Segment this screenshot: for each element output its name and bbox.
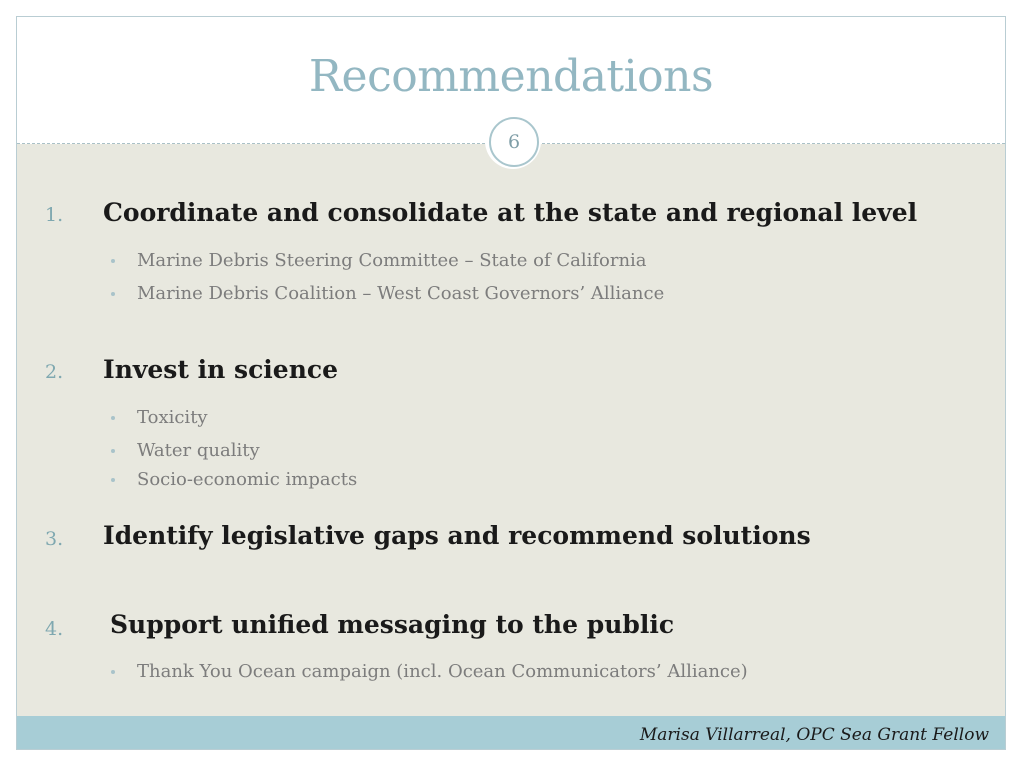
bullet-icon [111, 478, 115, 482]
item-number-4: 4. [45, 618, 64, 640]
bullet-text: Water quality [137, 440, 260, 461]
item-heading-1: Coordinate and consolidate at the state and regional level [103, 198, 918, 227]
footer-bar [17, 716, 1005, 750]
bullet-icon [111, 259, 115, 263]
footer-author: Marisa Villarreal, OPC Sea Grant Fellow [639, 725, 989, 745]
item-number-1: 1. [45, 204, 64, 226]
bullet-text: Socio-economic impacts [137, 469, 358, 490]
bullet-icon [111, 670, 115, 674]
item-number-2: 2. [45, 361, 64, 383]
item-number-3: 3. [45, 528, 64, 550]
bullet-text: Marine Debris Steering Committee – State of California [137, 250, 647, 271]
item-heading-3: Identify legislative gaps and recommend solutions [103, 521, 811, 550]
bullet-text: Thank You Ocean campaign (incl. Ocean Communicators’ Alliance) [137, 661, 748, 682]
page-number: 6 [489, 117, 539, 167]
slide [16, 16, 1006, 750]
page-number-badge [485, 113, 541, 169]
bullet-text: Marine Debris Coalition – West Coast Governors’ Alliance [137, 283, 665, 304]
bullet-icon [111, 416, 115, 420]
bullet-text: Toxicity [137, 407, 208, 428]
slide-title: Recommendations [308, 51, 714, 102]
item-heading-4: Support unified messaging to the public [110, 610, 675, 639]
bullet-icon [111, 292, 115, 296]
bullet-icon [111, 449, 115, 453]
content-area [17, 144, 1005, 716]
item-heading-2: Invest in science [103, 355, 339, 384]
